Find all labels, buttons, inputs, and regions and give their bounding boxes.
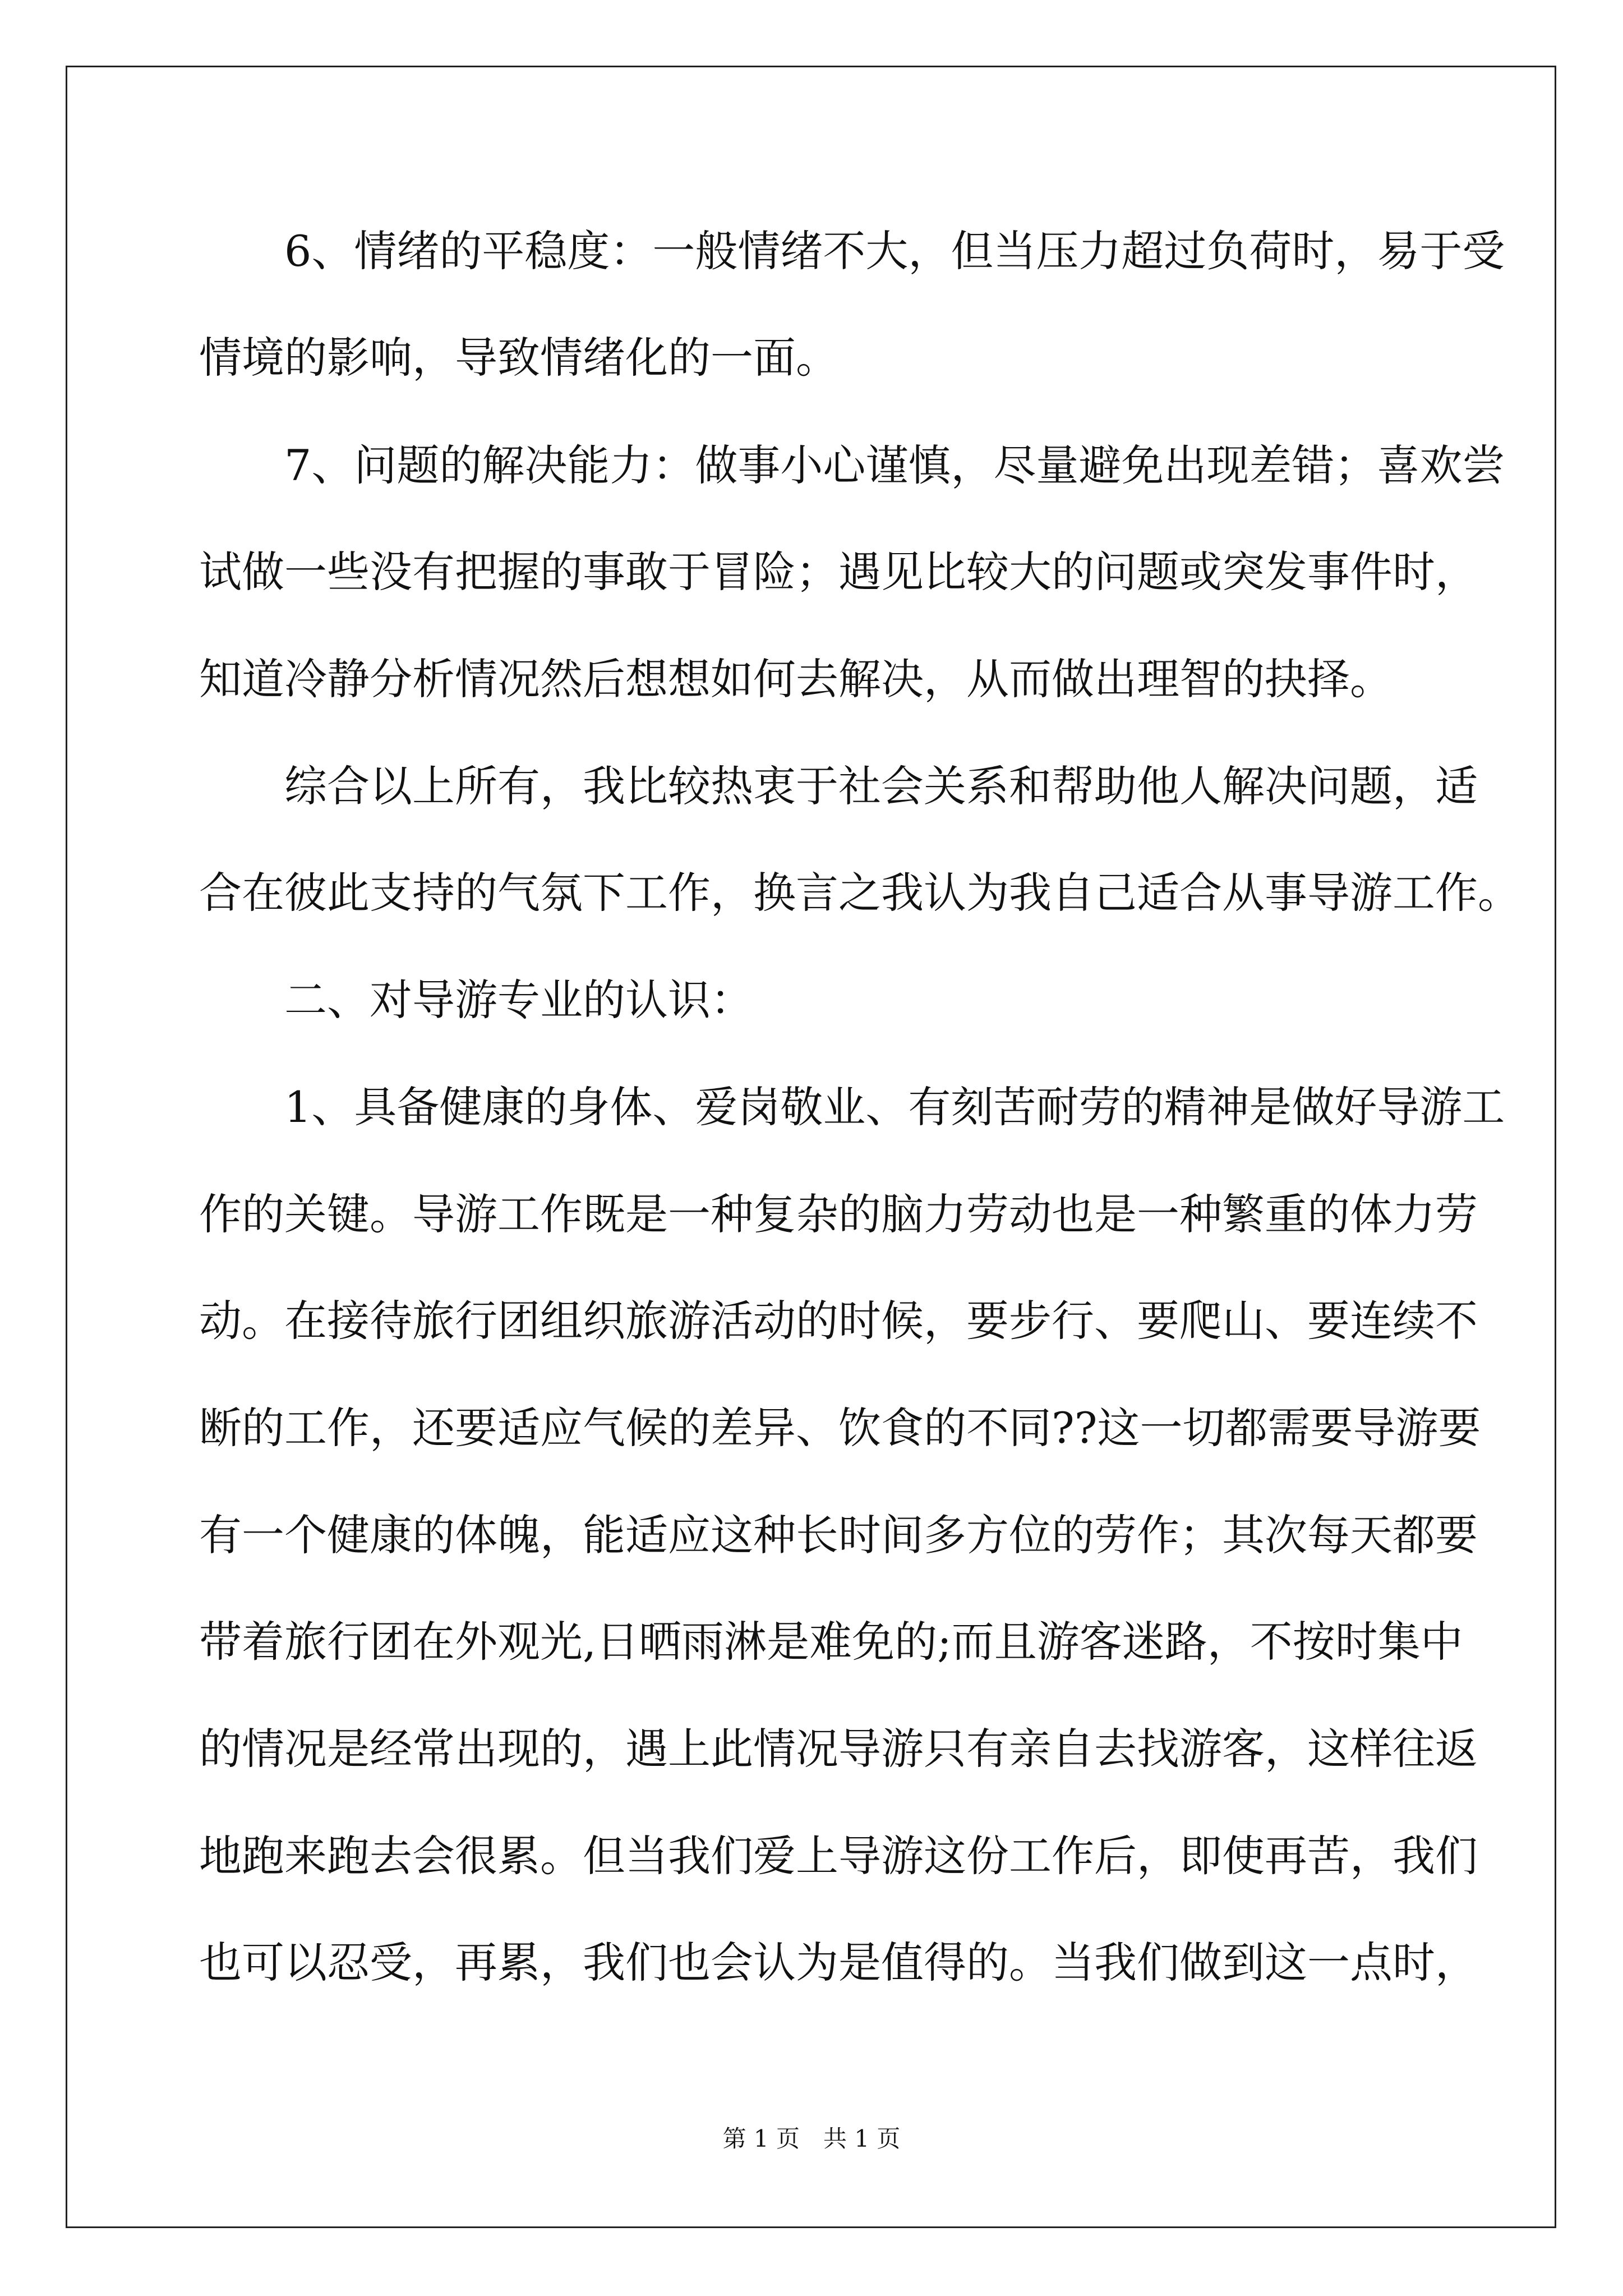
text-line: 合在彼此支持的气氛下工作，换言之我认为我自己适合从事导游工作。 [199,868,1520,918]
text-line: 的情况是经常出现的，遇上此情况导游只有亲自去找游客，这样往返 [199,1724,1478,1774]
text-line: 也可以忍受，再累，我们也会认为是值得的。当我们做到这一点时， [199,1938,1478,1987]
text-line: 作的关键。导游工作既是一种复杂的脑力劳动也是一种繁重的体力劳 [199,1189,1478,1239]
page-footer: 第 1 页 共 1 页 [722,2125,901,2152]
text-line: 断的工作，还要适应气候的差异、饮食的不同??这一切都需要导游要 [199,1403,1481,1453]
text-line: 6、情绪的平稳度：一般情绪不大，但当压力超过负荷时，易于受 [199,226,1505,276]
page-border [66,66,1556,2228]
text-line: 知道冷静分析情况然后想想如何去解决，从而做出理智的抉择。 [199,654,1393,704]
text-line: 动。在接待旅行团组织旅游活动的时候，要步行、要爬山、要连续不 [199,1296,1478,1346]
text-line: 试做一些没有把握的事敢于冒险；遇见比较大的问题或突发事件时， [199,547,1478,597]
section-heading: 二、对导游专业的认识： [199,975,753,1025]
text-line: 地跑来跑去会很累。但当我们爱上导游这份工作后，即使再苦，我们 [199,1831,1478,1881]
text-line: 情境的影响，导致情绪化的一面。 [199,333,838,383]
text-line: 综合以上所有，我比较热衷于社会关系和帮助他人解决问题，适 [199,761,1478,811]
text-line: 1、具备健康的身体、爱岗敬业、有刻苦耐劳的精神是做好导游工 [199,1082,1505,1132]
text-line: 7、问题的解决能力：做事小心谨慎，尽量避免出现差错；喜欢尝 [199,440,1505,490]
text-line: 带着旅行团在外观光,日晒雨淋是难免的;而且游客迷路，不按时集中 [199,1617,1463,1667]
text-line: 有一个健康的体魄，能适应这种长时间多方位的劳作；其次每天都要 [199,1510,1478,1560]
